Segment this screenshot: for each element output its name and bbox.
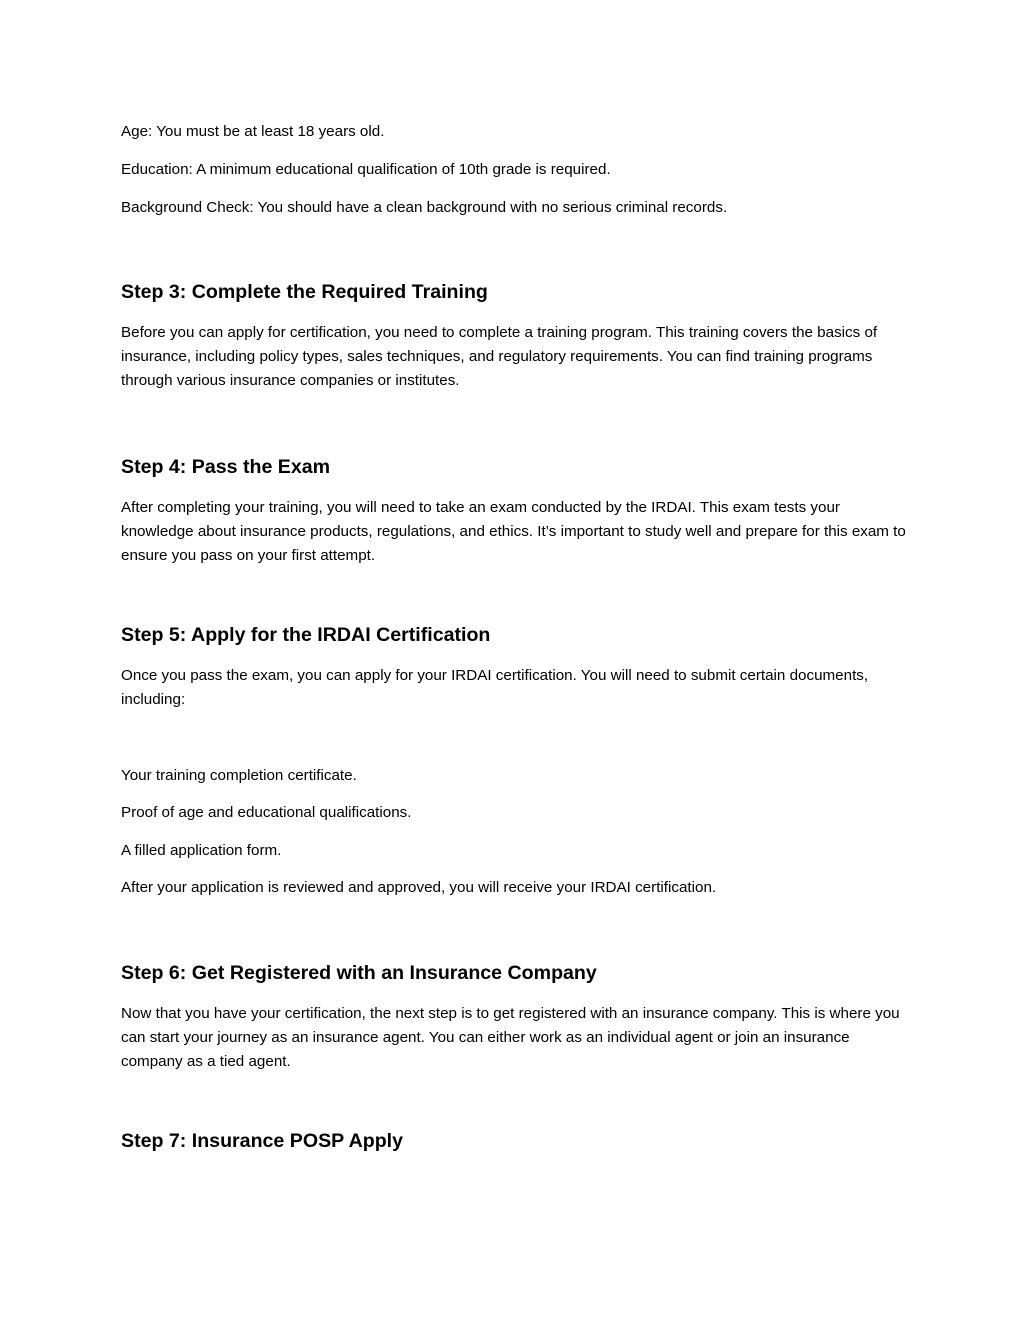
document-item: A filled application form. [121, 842, 282, 859]
step3-body: Before you can apply for certification, you need to complete a training program. This training covers the basics of insurance, including policy types, sales techniques, and regulatory requirements. You can find training programs through various insurance companies or institutes. [121, 324, 878, 389]
eligibility-background: Background Check: You should have a clean background with no serious criminal records. [121, 199, 728, 216]
step7-heading: Step 7: Insurance POSP Apply [121, 1130, 404, 1152]
step5-heading: Step 5: Apply for the IRDAI Certification [121, 624, 491, 646]
step5-closing: After your application is reviewed and approved, you will receive your IRDAI certification. [121, 879, 717, 896]
step6-body: Now that you have your certification, the next step is to get registered with an insurance company. This is where you can start your journey as an insurance agent. You can either work as an individual agent or join an insurance company as a tied agent. [121, 1005, 900, 1070]
step5-body: Once you pass the exam, you can apply for your IRDAI certification. You will need to submit certain documents, including: [121, 667, 869, 708]
eligibility-age: Age: You must be at least 18 years old. [121, 123, 385, 140]
document-item: Your training completion certificate. [121, 767, 357, 784]
step3-heading: Step 3: Complete the Required Training [121, 281, 488, 303]
step6-heading: Step 6: Get Registered with an Insurance Company [121, 962, 597, 984]
step4-heading: Step 4: Pass the Exam [121, 456, 331, 478]
eligibility-education: Education: A minimum educational qualification of 10th grade is required. [121, 161, 611, 178]
step4-body: After completing your training, you will need to take an exam conducted by the IRDAI. This exam tests your knowledge about insurance products, regulations, and ethics. It’s important to study well and prepare for this exam to ensure you pass on your first attempt. [121, 499, 906, 564]
document-item: Proof of age and educational qualifications. [121, 804, 412, 821]
